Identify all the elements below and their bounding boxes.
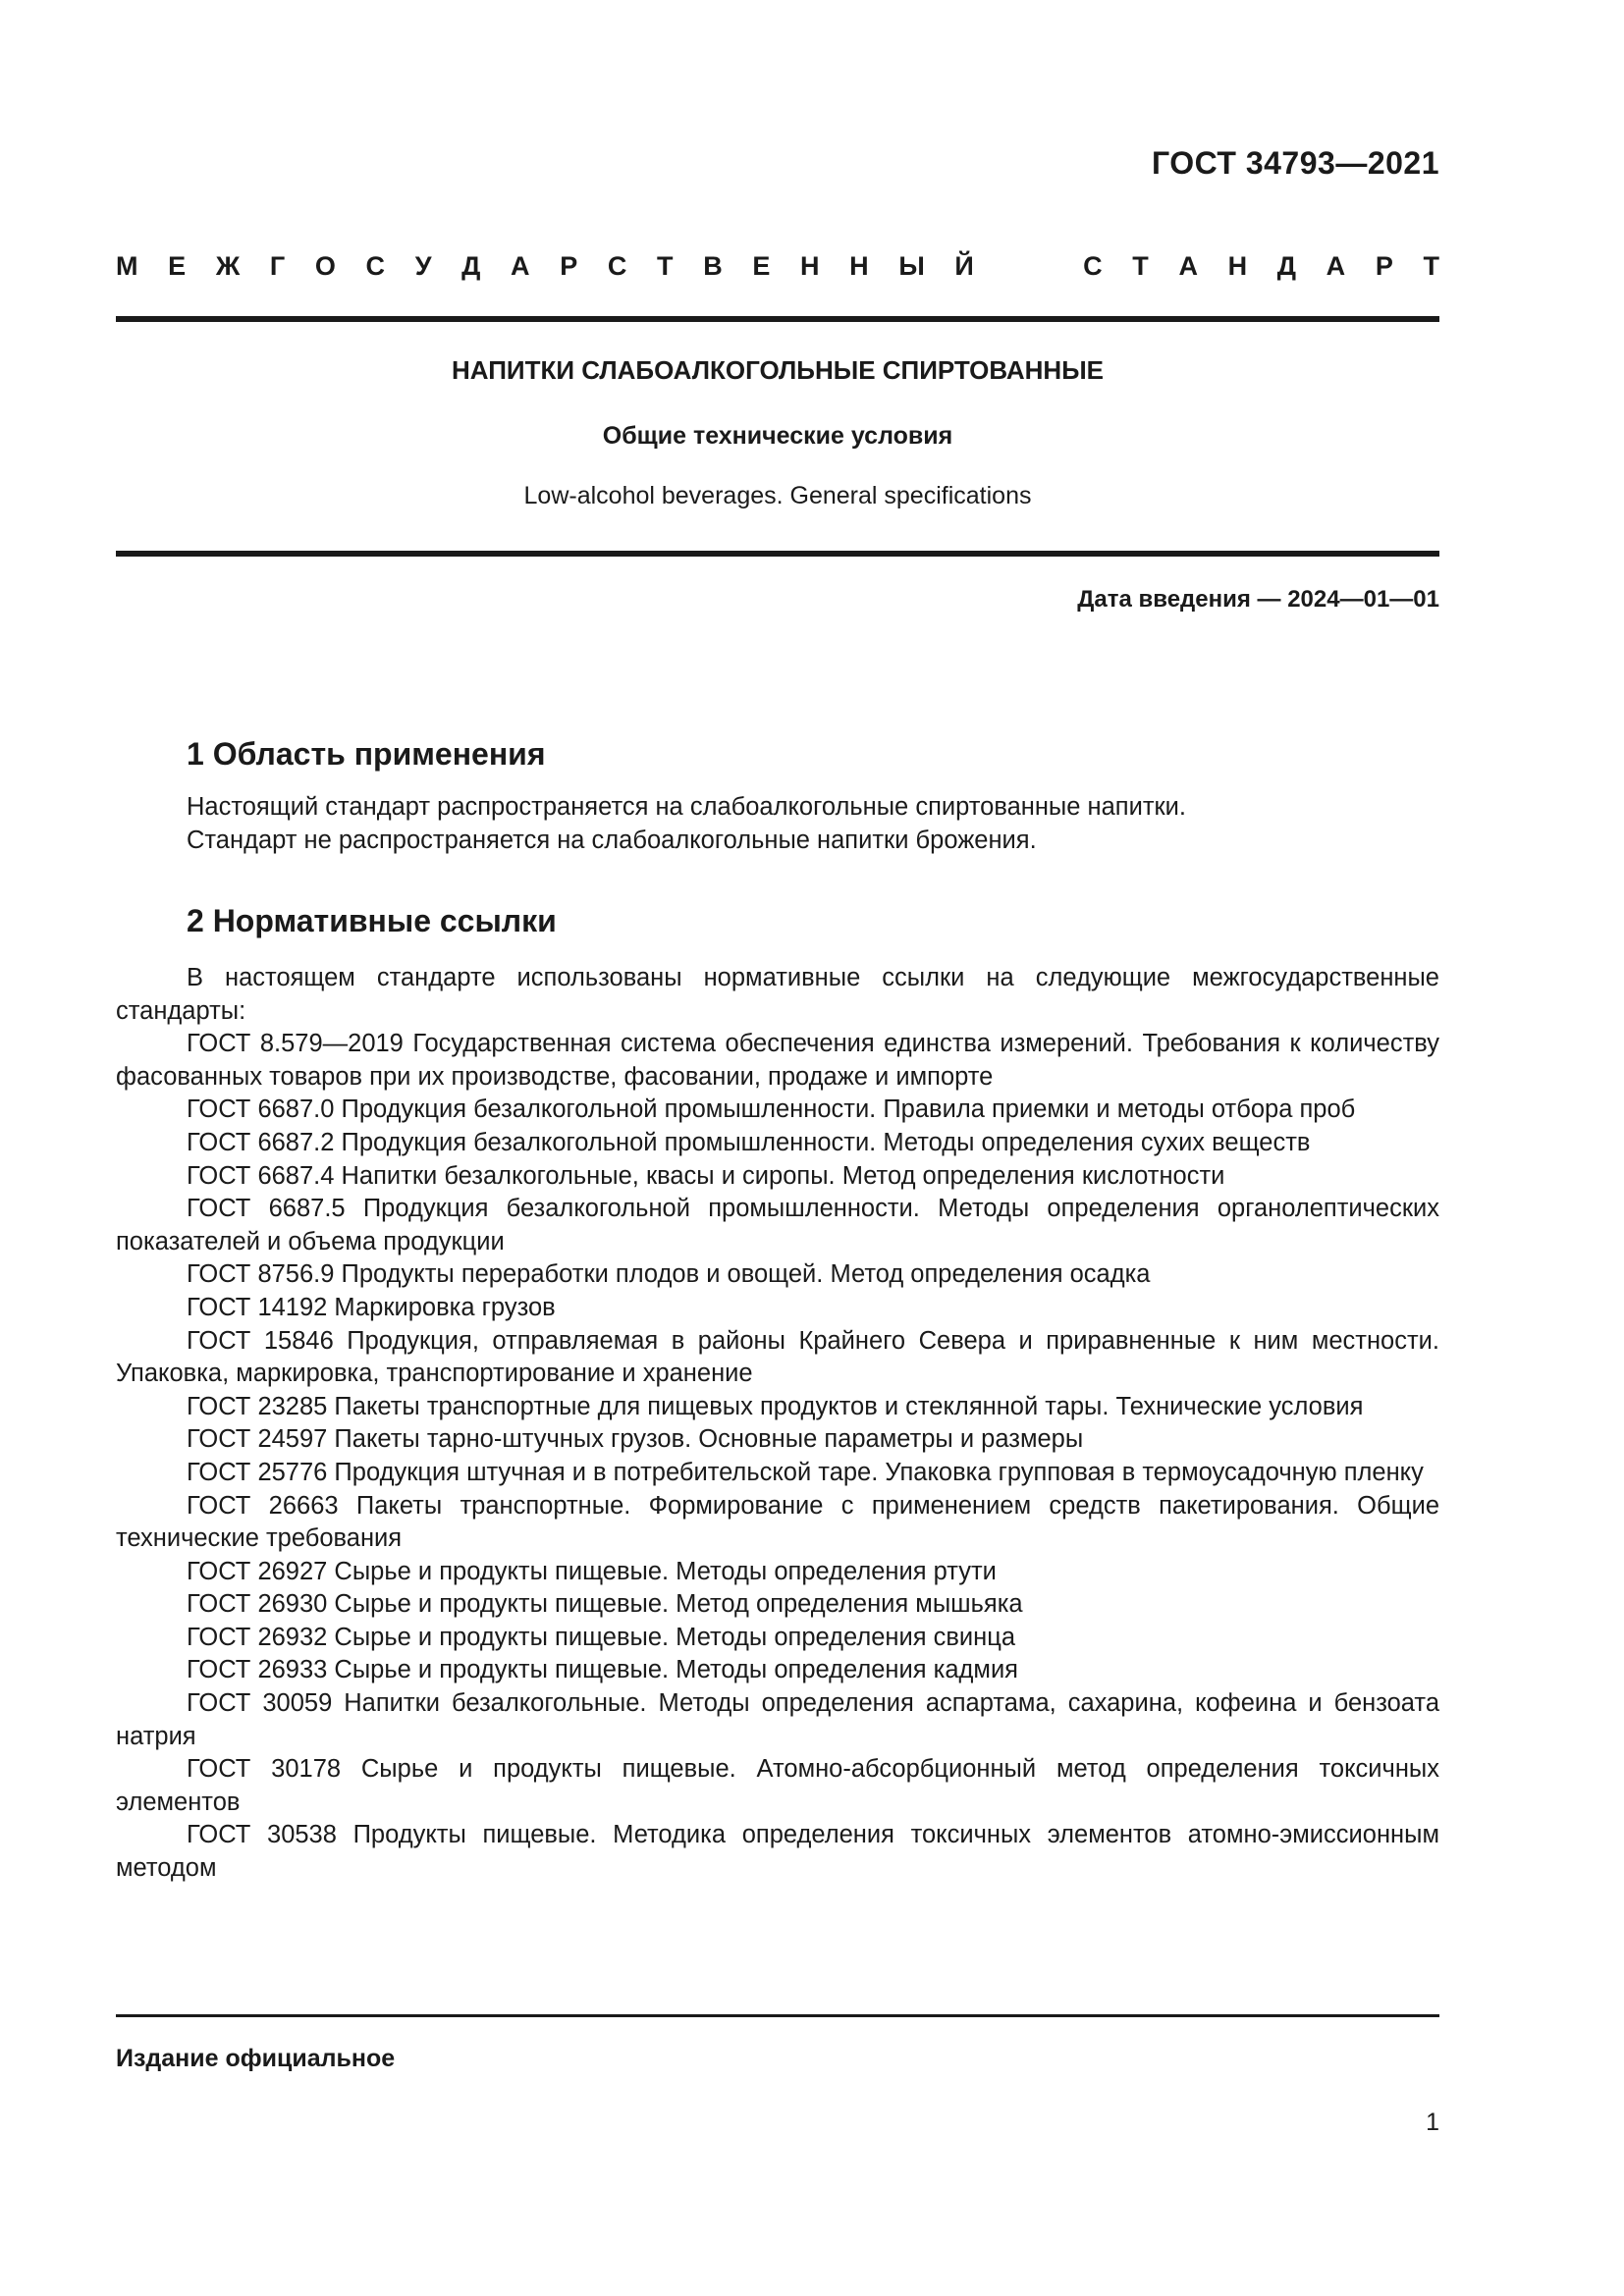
section-2-heading: 2 Нормативные ссылки <box>187 903 557 938</box>
reference-item: ГОСТ 8756.9 Продукты переработки плодов и овощей. Метод определения осадка <box>187 1260 1151 1289</box>
doc-type-letter: Н <box>849 251 869 281</box>
footer-divider <box>116 2014 1439 2017</box>
section-1-heading: 1 Область применения <box>187 736 546 772</box>
top-divider <box>116 316 1439 322</box>
doc-type-letter: Т <box>1423 251 1439 281</box>
doc-type-letter: Т <box>1132 251 1149 281</box>
doc-type-letter: А <box>1178 251 1198 281</box>
document-type-line <box>116 251 1439 282</box>
references-intro: В настоящем стандарте использованы нормативные ссылки на следующие межгосударственные стандарты: <box>116 964 1439 1025</box>
paragraph: Стандарт не распространяется на слабоалкогольные напитки брожения. <box>187 826 1037 854</box>
section-2-body <box>116 962 1439 1886</box>
doc-type-letter: Й <box>954 251 974 281</box>
introduction-date: Дата введения — 2024—01—01 <box>1077 586 1439 613</box>
doc-type-letter: Д <box>461 251 481 281</box>
doc-type-letter: Ы <box>898 251 925 281</box>
page-number: 1 <box>1426 2109 1439 2136</box>
reference-item: ГОСТ 26930 Сырье и продукты пищевые. Метод определения мышьяка <box>187 1590 1023 1619</box>
document-english-title: Low-alcohol beverages. General specifications <box>523 482 1032 509</box>
reference-item: ГОСТ 24597 Пакеты тарно-штучных грузов. Основные параметры и размеры <box>187 1425 1084 1454</box>
reference-item: ГОСТ 26927 Сырье и продукты пищевые. Методы определения ртути <box>187 1557 997 1585</box>
doc-type-letter: Н <box>800 251 820 281</box>
reference-item: ГОСТ 30538 Продукты пищевые. Методика определения токсичных элементов атомно-эмиссионным методом <box>116 1821 1439 1883</box>
doc-type-letter: А <box>511 251 530 281</box>
paragraph: Настоящий стандарт распространяется на слабоалкогольные спиртованные напитки. <box>187 793 1186 821</box>
doc-type-letter: Е <box>752 251 771 281</box>
reference-item: ГОСТ 26933 Сырье и продукты пищевые. Методы определения кадмия <box>187 1656 1018 1684</box>
doc-type-letter: Р <box>1375 251 1393 281</box>
reference-item: ГОСТ 15846 Продукция, отправляемая в районы Крайнего Севера и приравненные к ним местности. Упаковка, маркировка, транспортирование и хранение <box>116 1326 1439 1388</box>
doc-type-letter: М <box>116 251 138 281</box>
document-subtitle: Общие технические условия <box>602 422 953 450</box>
reference-item: ГОСТ 6687.5 Продукция безалкогольной промышленности. Методы определения органолептических показателей и объема продукции <box>116 1195 1439 1255</box>
doc-type-letter: Г <box>269 251 286 281</box>
reference-item: ГОСТ 6687.0 Продукция безалкогольной промышленности. Правила приемки и методы отбора проб <box>187 1095 1356 1124</box>
references-list <box>116 1028 1439 1885</box>
doc-type-letter: А <box>1326 251 1346 281</box>
document-title: НАПИТКИ СЛАБОАЛКОГОЛЬНЫЕ СПИРТОВАННЫЕ <box>451 355 1104 385</box>
section-1-body <box>116 791 1439 857</box>
reference-item: ГОСТ 30059 Напитки безалкогольные. Методы определения аспартама, сахарина, кофеина и бензоата натрия <box>116 1689 1439 1750</box>
reference-item: ГОСТ 8.579—2019 Государственная система обеспечения единства измерений. Требования к количеству фасованных товаров при их производстве, фасовании, продаже и импорте <box>116 1030 1439 1091</box>
word-gap <box>1003 251 1053 282</box>
reference-item: ГОСТ 14192 Маркировка грузов <box>187 1293 556 1321</box>
doc-type-letter: Е <box>168 251 187 281</box>
reference-item: ГОСТ 25776 Продукция штучная и в потребительской таре. Упаковка групповая в термоусадочную пленку <box>187 1458 1424 1486</box>
document-code: ГОСТ 34793—2021 <box>1151 145 1439 181</box>
reference-item: ГОСТ 26663 Пакеты транспортные. Формирование с применением средств пакетирования. Общие технические требования <box>116 1491 1439 1553</box>
doc-type-letter: Ж <box>215 251 241 281</box>
doc-type-letter: С <box>1083 251 1103 281</box>
doc-type-letter: Т <box>657 251 674 281</box>
reference-item: ГОСТ 23285 Пакеты транспортные для пищевых продуктов и стеклянной тары. Технические условия <box>187 1392 1364 1420</box>
reference-item: ГОСТ 30178 Сырье и продукты пищевые. Атомно-абсорбционный метод определения токсичных элементов <box>116 1755 1439 1816</box>
doc-type-letter: Д <box>1276 251 1297 281</box>
official-edition-label: Издание официальное <box>116 2045 396 2072</box>
reference-item: ГОСТ 6687.4 Напитки безалкогольные, квасы и сиропы. Метод определения кислотности <box>187 1161 1225 1190</box>
doc-type-letter: С <box>365 251 386 281</box>
doc-type-letter: Н <box>1227 251 1248 281</box>
doc-type-letter: У <box>414 251 432 281</box>
doc-type-letter: В <box>703 251 723 281</box>
doc-type-letter: О <box>314 251 336 281</box>
doc-type-letter: С <box>607 251 627 281</box>
title-divider <box>116 551 1439 557</box>
reference-item: ГОСТ 6687.2 Продукция безалкогольной промышленности. Методы определения сухих веществ <box>187 1128 1311 1156</box>
doc-type-letter: Р <box>560 251 578 281</box>
reference-item: ГОСТ 26932 Сырье и продукты пищевые. Методы определения свинца <box>187 1623 1016 1651</box>
